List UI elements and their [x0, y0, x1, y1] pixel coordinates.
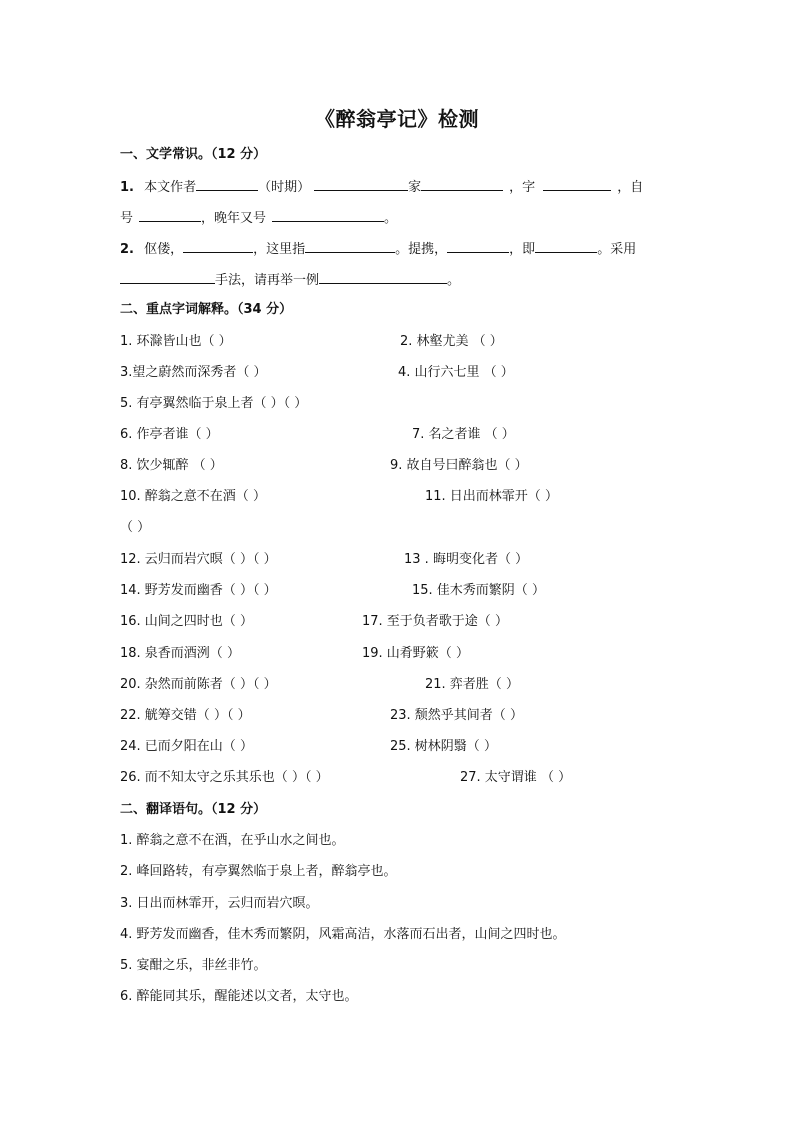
question-text: ，自 — [617, 180, 644, 195]
vocab-item: 22. 觥筹交错（ ）（ ） — [120, 708, 251, 723]
question-2-line-1 — [120, 239, 636, 259]
vocab-item: 12. 云归而岩穴暝（ ）（ ） — [120, 552, 277, 567]
vocab-item: 10. 醉翁之意不在酒（ ） — [120, 489, 266, 504]
question-text: 。提携， — [395, 242, 448, 257]
vocab-item: 25. 树林阴翳（ ） — [390, 739, 497, 754]
question-text: 。 — [447, 273, 461, 288]
question-1-line-1 — [120, 177, 643, 197]
question-text: ，这里指 — [253, 242, 306, 257]
vocab-item: 3.望之蔚然而深秀者（ ） — [120, 365, 267, 380]
vocab-item: 18. 泉香而酒洌（ ） — [120, 646, 240, 661]
vocab-item: 7. 名之者谁 （ ） — [412, 427, 515, 442]
question-text: 。 — [384, 211, 398, 226]
question-text: 伛偻， — [144, 242, 184, 257]
section-heading-literature: 一、文学常识。（12 分） — [120, 147, 267, 162]
vocab-item: 6. 作亭者谁（ ） — [120, 427, 219, 442]
answer-blank[interactable] — [272, 208, 384, 222]
vocab-item: 19. 山肴野簌（ ） — [362, 646, 469, 661]
question-number: 1. — [120, 180, 134, 195]
translation-item: 6. 醉能同其乐，醒能述以文者，太守也。 — [120, 989, 358, 1004]
question-1-line-2 — [120, 208, 397, 228]
answer-blank[interactable] — [447, 239, 509, 253]
question-text: ，晚年又号 — [201, 211, 267, 226]
vocab-item: 15. 佳木秀而繁阴（ ） — [412, 583, 545, 598]
vocab-item: 23. 颓然乎其间者（ ） — [390, 708, 523, 723]
vocab-item: 21. 弈者胜（ ） — [425, 677, 519, 692]
question-text: 手法，请再举一例 — [215, 273, 320, 288]
translation-item: 5. 宴酣之乐，非丝非竹。 — [120, 958, 267, 973]
answer-blank[interactable] — [183, 239, 253, 253]
answer-blank[interactable] — [543, 177, 611, 191]
translation-item: 4. 野芳发而幽香，佳木秀而繁阴，风霜高洁，水落而石出者，山间之四时也。 — [120, 927, 566, 942]
question-2-line-2 — [120, 270, 460, 290]
question-text: 家 — [408, 180, 422, 195]
vocab-item: 9. 故自号曰醉翁也（ ） — [390, 458, 528, 473]
answer-blank[interactable] — [421, 177, 503, 191]
vocab-item: 4. 山行六七里 （ ） — [398, 365, 514, 380]
vocab-item: 24. 已而夕阳在山（ ） — [120, 739, 253, 754]
question-text: ，字 — [509, 180, 536, 195]
vocab-item: 11. 日出而林霏开（ ） — [425, 489, 558, 504]
question-text: （时期） — [258, 180, 311, 195]
translation-item: 1. 醉翁之意不在酒，在乎山水之间也。 — [120, 833, 345, 848]
answer-blank[interactable] — [120, 270, 215, 284]
vocab-item: 13 . 晦明变化者（ ） — [404, 552, 529, 567]
vocab-item: 17. 至于负者歌于途（ ） — [362, 614, 508, 629]
answer-blank[interactable] — [319, 270, 447, 284]
section-heading-translation: 二、翻译语句。（12 分） — [120, 802, 267, 817]
vocab-item: 8. 饮少辄醉 （ ） — [120, 458, 223, 473]
vocab-item: 20. 杂然而前陈者（ ）（ ） — [120, 677, 277, 692]
question-text: ，即 — [509, 242, 536, 257]
vocab-item: 16. 山间之四时也（ ） — [120, 614, 253, 629]
translation-item: 3. 日出而林霏开，云归而岩穴暝。 — [120, 896, 319, 911]
vocab-item: 26. 而不知太守之乐其乐也（ ）（ ） — [120, 770, 329, 785]
answer-blank[interactable] — [139, 208, 201, 222]
answer-blank[interactable] — [305, 239, 395, 253]
vocab-item: 27. 太守谓谁 （ ） — [460, 770, 572, 785]
question-text: 号 — [120, 211, 134, 226]
vocab-item: （ ） — [120, 520, 151, 535]
translation-item: 2. 峰回路转，有亭翼然临于泉上者，醉翁亭也。 — [120, 864, 397, 879]
vocab-item: 1. 环滁皆山也（ ） — [120, 334, 232, 349]
question-text: 。采用 — [597, 242, 637, 257]
question-number: 2. — [120, 242, 134, 257]
vocab-item: 5. 有亭翼然临于泉上者（ ）（ ） — [120, 396, 308, 411]
vocab-item: 2. 林壑尤美 （ ） — [400, 334, 503, 349]
answer-blank[interactable] — [314, 177, 408, 191]
answer-blank[interactable] — [535, 239, 597, 253]
answer-blank[interactable] — [196, 177, 258, 191]
vocab-item: 14. 野芳发而幽香（ ）（ ） — [120, 583, 277, 598]
page-title: 《醉翁亭记》检测 — [315, 107, 479, 131]
section-heading-vocabulary: 二、重点字词解释。（34 分） — [120, 302, 293, 317]
question-text: 本文作者 — [144, 180, 197, 195]
